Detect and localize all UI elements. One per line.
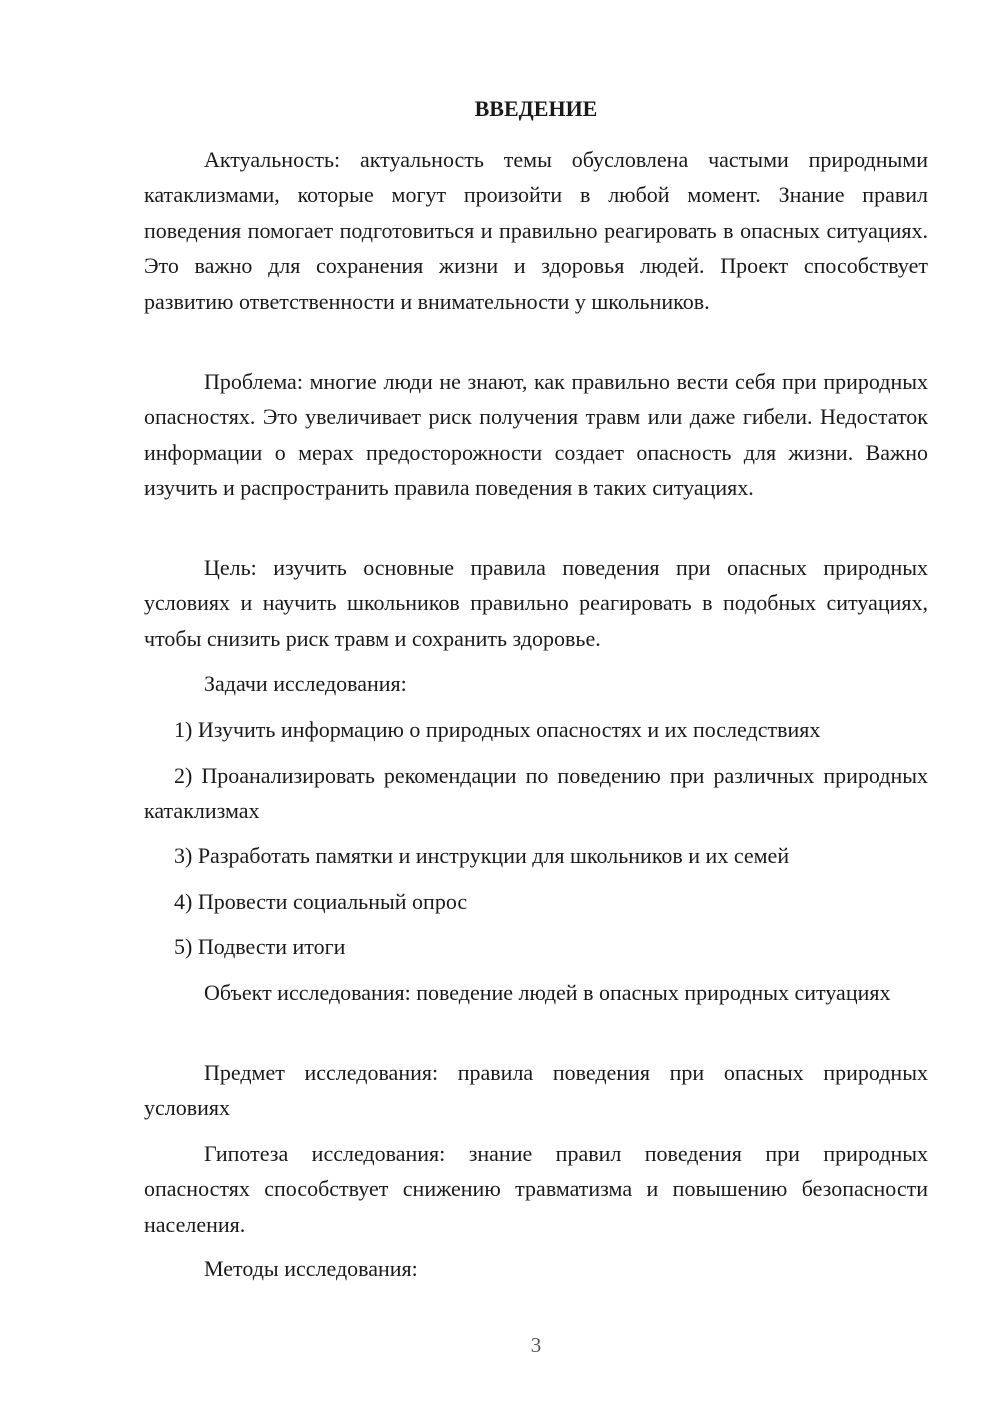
task-item-2: 2) Проанализировать рекомендации по поведению при различных природных катаклизмах (144, 763, 928, 824)
task-item-3: 3) Разработать памятки и инструкции для школьников и их семей (174, 843, 790, 868)
task-item-4: 4) Провести социальный опрос (174, 889, 468, 914)
relevance-paragraph: Актуальность: актуальность темы обусловлена частыми природными катаклизмами, которые могут произойти в любой момент. Знание правил поведения помогает подготовиться и правильно реагировать в опасных ситуациях. Это важно для сохранения жизни и здоровья людей. Проект способствует развитию ответственности и внимательности у школьников. (144, 147, 928, 314)
problem-paragraph: Проблема: многие люди не знают, как правильно вести себя при природных опасностях. Это увеличивает риск получения травм или даже гибели. Недостаток информации о мерах предосторожности создает опасность для жизни. Важно изучить и распространить правила поведения в таких ситуациях. (144, 369, 928, 501)
page-title: ВВЕДЕНИЕ (474, 96, 598, 121)
page-number: 3 (530, 1333, 542, 1357)
tasks-heading: Задачи исследования: (204, 671, 407, 696)
object-paragraph: Объект исследования: поведение людей в опасных природных ситуациях (204, 980, 891, 1005)
hypothesis-paragraph: Гипотеза исследования: знание правил поведения при природных опасностях способствует снижению травматизма и повышению безопасности населения. (144, 1141, 928, 1237)
subject-paragraph: Предмет исследования: правила поведения при опасных природных условиях (144, 1060, 928, 1121)
task-item-1: 1) Изучить информацию о природных опасностях и их последствиях (174, 717, 821, 742)
methods-heading: Методы исследования: (204, 1256, 418, 1281)
goal-paragraph: Цель: изучить основные правила поведения при опасных природных условиях и научить школьников правильно реагировать в подобных ситуациях, чтобы снизить риск травм и сохранить здоровье. (144, 555, 928, 651)
task-item-5: 5) Подвести итоги (174, 934, 346, 959)
